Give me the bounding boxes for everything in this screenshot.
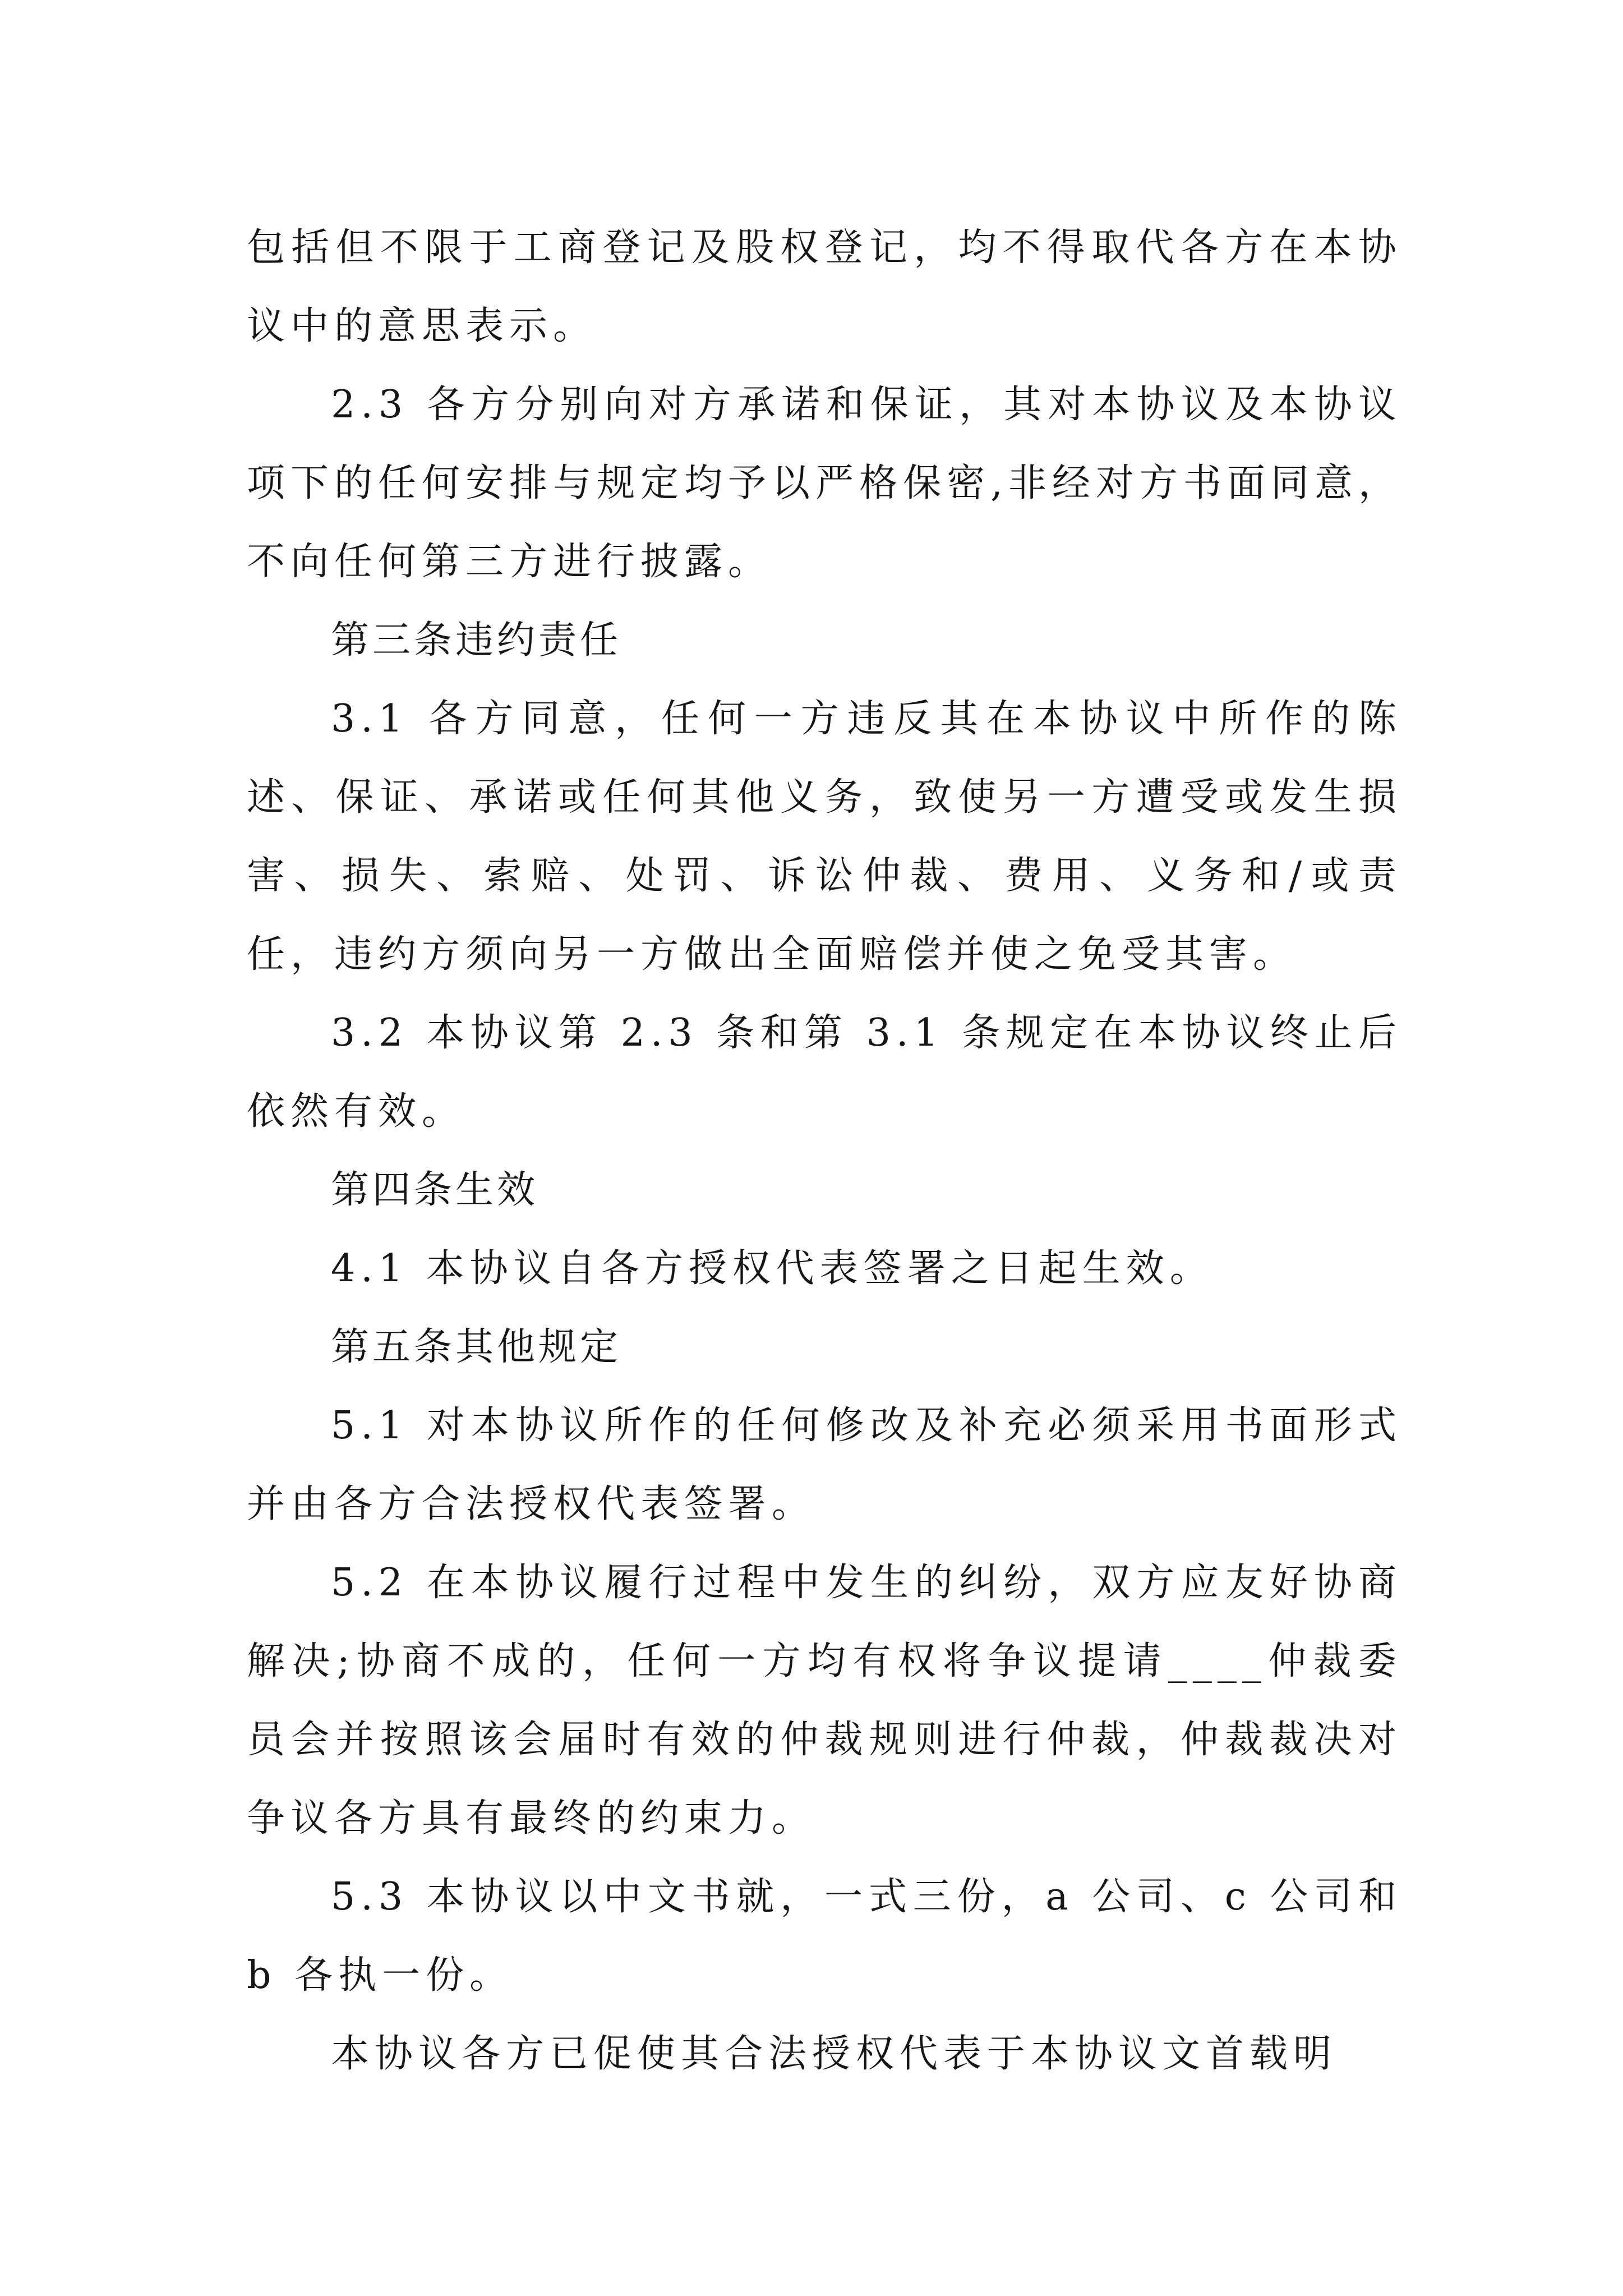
clause-4-1: 4.1 本协议自各方授权代表签署之日起生效。 [331, 1246, 1214, 1291]
clause-3-2: 3.2 本协议第 2.3 条和第 3.1 条规定在本协议终止后依然有效。 [247, 1011, 1402, 1134]
document-body [247, 209, 1402, 2093]
article-3-heading: 第三条违约责任 [331, 618, 622, 662]
paragraph-continuation: 包括但不限于工商登记及股权登记，均不得取代各方在本协议中的意思表示。 [247, 226, 1402, 348]
clause-2-3: 2.3 各方分别向对方承诺和保证，其对本协议及本协议项下的任何安排与规定均予以严格保密,非经对方书面同意，不向任何第三方进行披露。 [247, 383, 1402, 584]
clause-3-1: 3.1 各方同意，任何一方违反其在本协议中所作的陈述、保证、承诺或任何其他义务，致使另一方遭受或发生损害、损失、索赔、处罚、诉讼仲裁、费用、义务和/或责任，违约方须向另一方做出全面赔偿并使之免受其害。 [247, 697, 1402, 977]
clause-5-2: 5.2 在本协议履行过程中发生的纠纷，双方应友好协商解决;协商不成的，任何一方均有权将争议提请____仲裁委员会并按照该会届时有效的仲裁规则进行仲裁，仲裁裁决对争议各方具有最终的约束力。 [247, 1561, 1402, 1841]
article-5-heading: 第五条其他规定 [331, 1325, 622, 1369]
article-4-heading: 第四条生效 [331, 1168, 539, 1212]
clause-5-3: 5.3 本协议以中文书就，一式三份，a 公司、c 公司和 b 各执一份。 [247, 1875, 1402, 1998]
clause-5-1: 5.1 对本协议所作的任何修改及补充必须采用书面形式并由各方合法授权代表签署。 [247, 1404, 1402, 1526]
closing-statement: 本协议各方已促使其合法授权代表于本协议文首载明 [331, 2032, 1338, 2076]
